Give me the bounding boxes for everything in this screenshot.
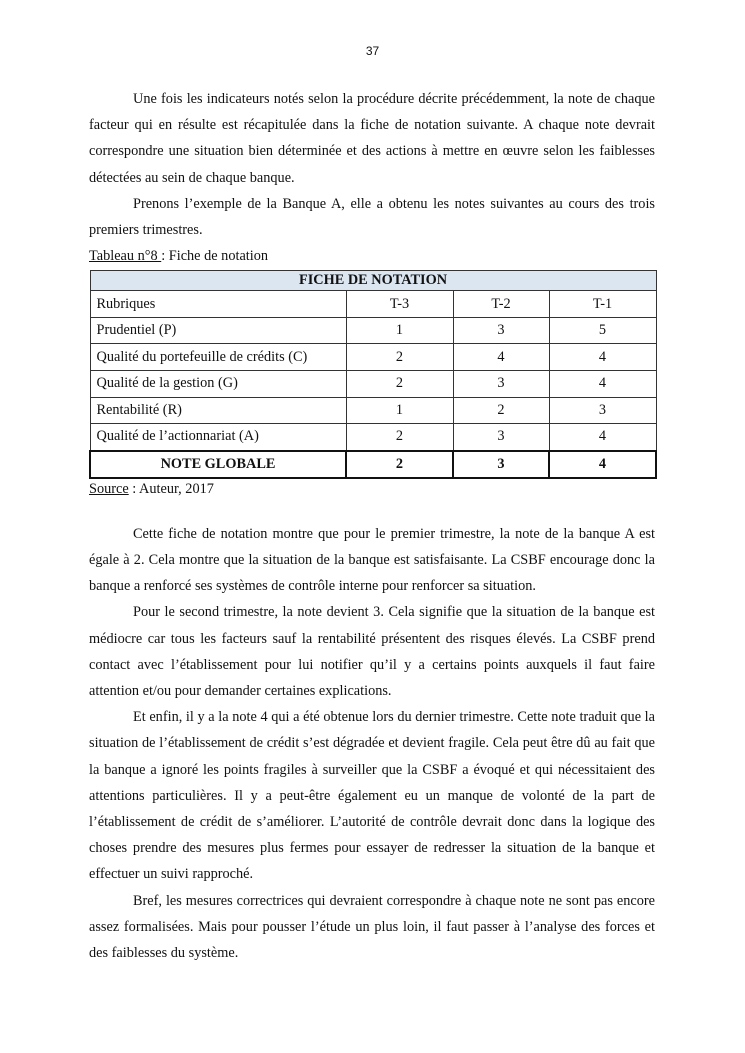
total-row: [90, 451, 656, 478]
table-caption-label: Tableau n°8: [89, 248, 162, 265]
analysis-paragraph-3: Et enfin, il y a la note 4 qui a été obtenue lors du dernier trimestre. Cette note traduit que la situation de l’établissement de crédit s’est dégradée et devient fragile. Cela peut être dû au fait que la banque a ignoré les points fragiles à surveiller que la CSBF a évoqué et qui nécessitaient des attentions particulières. Il y a peut-être également eu un manque de volonté de la part de l’établissement de crédit de s’améliorer. L’autorité de contrôle devrait donc dans la logique des choses prendre des mesures plus fermes pour essayer de redresser la situation de la banque et effectuer un suivi rapproché.: [89, 709, 655, 883]
table-row: [90, 397, 656, 424]
table-row: [90, 424, 656, 451]
total-value: 3: [453, 451, 549, 478]
cell-value: 3: [453, 317, 549, 344]
row-label: Prudentiel (P): [90, 317, 346, 344]
table-title-row: [90, 271, 656, 291]
row-label: Qualité du portefeuille de crédits (C): [90, 344, 346, 371]
notation-table: [89, 270, 657, 479]
analysis-paragraph-1: Cette fiche de notation montre que pour le premier trimestre, la note de la banque A est égale à 2. Cela montre que la situation de la banque est satisfaisante. La CSBF encourage donc la banque a renforcé ses systèmes de contrôle interne pour renforcer sa situation.: [89, 525, 655, 595]
table-caption: [89, 243, 655, 269]
row-label: Qualité de la gestion (G): [90, 371, 346, 398]
column-header: T-2: [453, 291, 549, 318]
table-row: [90, 317, 656, 344]
table-row: [90, 371, 656, 398]
cell-value: 4: [453, 344, 549, 371]
cell-value: 3: [453, 424, 549, 451]
cell-value: 2: [346, 371, 453, 398]
document-body: [89, 86, 655, 966]
row-label: Qualité de l’actionnariat (A): [90, 424, 346, 451]
cell-value: 3: [549, 397, 656, 424]
table-header-row: [90, 291, 656, 318]
column-header: T-1: [549, 291, 656, 318]
cell-value: 2: [453, 397, 549, 424]
intro-paragraph-1: Une fois les indicateurs notés selon la procédure décrite précédemment, la note de chaque facteur qui en résulte est récapitulée dans la fiche de notation suivante. A chaque note devrait correspondre une situation bien déterminée et des actions à mettre en œuvre selon les faiblesses détectées au sein de chaque banque.: [89, 91, 655, 186]
cell-value: 4: [549, 424, 656, 451]
cell-value: 2: [346, 344, 453, 371]
column-header: Rubriques: [90, 291, 346, 318]
table-caption-text: : Fiche de notation: [161, 248, 269, 265]
cell-value: 1: [346, 397, 453, 424]
analysis-paragraph-2: Pour le second trimestre, la note devient 3. Cela signifie que la situation de la banque est médiocre car tous les facteurs sauf la rentabilité présentent des risques élevés. La CSBF prend contact avec l’établissement pour lui notifier qu’il y a certains points auxquels il faut faire attention et/ou pour demander certaines explications.: [89, 604, 655, 699]
row-label: Rentabilité (R): [90, 397, 346, 424]
table-source: [89, 479, 655, 499]
total-value: 2: [346, 451, 453, 478]
source-text: : Auteur, 2017: [128, 480, 214, 497]
intro-paragraph-2: Prenons l’exemple de la Banque A, elle a obtenu les notes suivantes au cours des trois premiers trimestres.: [89, 195, 655, 239]
page-number: 37: [365, 44, 380, 58]
column-header: T-3: [346, 291, 453, 318]
total-value: 4: [549, 451, 656, 478]
table-title: FICHE DE NOTATION: [90, 271, 656, 291]
table-row: [90, 344, 656, 371]
cell-value: 4: [549, 344, 656, 371]
analysis-paragraph-4: Bref, les mesures correctrices qui devraient correspondre à chaque note ne sont pas encore assez formalisées. Mais pour pousser l’étude un plus loin, il faut passer à l’analyse des forces et des faiblesses du système.: [89, 892, 655, 962]
cell-value: 4: [549, 371, 656, 398]
cell-value: 3: [453, 371, 549, 398]
cell-value: 1: [346, 317, 453, 344]
source-label: Source: [89, 480, 129, 497]
cell-value: 5: [549, 317, 656, 344]
cell-value: 2: [346, 424, 453, 451]
total-label: NOTE GLOBALE: [90, 451, 346, 478]
